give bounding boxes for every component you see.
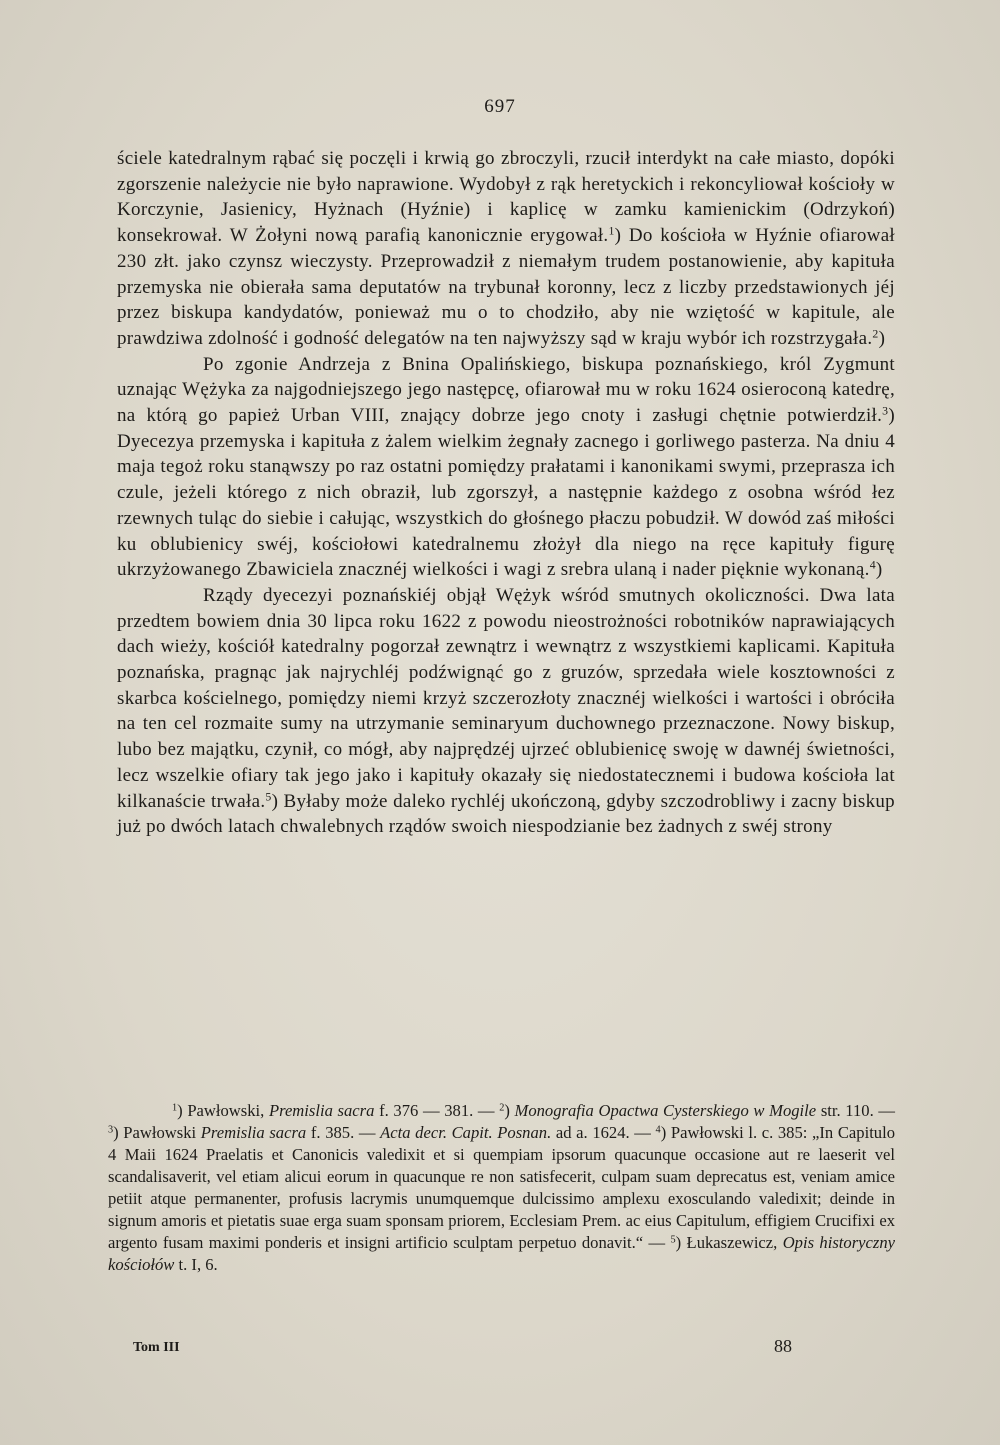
paragraph-1-text-c: ) (878, 327, 886, 349)
body-text (117, 146, 895, 840)
sheet-number: 88 (774, 1336, 792, 1356)
footnote-text: t. I, 6. (174, 1255, 218, 1274)
footnote-ref-3: 3 (882, 404, 889, 418)
footnote-marker-1: 1 (172, 1102, 178, 1114)
footnote-text: ) Pawłowski l. c. 385: „In Capitulo 4 Maii 1624 Praelatis et Canonicis valedixit et si quempiam ipsorum quacunque occasione aut re laeserit vel scandalisaverit, vel etiam alicui eorum in quacunque re non satisfecerit, culpam suam deprecatus est, veniam amice petiit atque permanenter, profusis lacrymis unumquemque dulcissimo amplexu exosculando valedixit; deinde in signum amoris et pietatis suae erga suam sponsam priorem, Ecclesiam Prem. ac eius Capitulum, effigiem Crucifixi ex argento fusam maximi ponderis et insigni artificio sculptam perpetuo donavit.“ — (108, 1123, 896, 1252)
paragraph-1 (117, 146, 895, 352)
footnote-text: ad a. 1624. — (551, 1123, 656, 1142)
footnote-block (108, 1100, 895, 1276)
footnote-title: Premislia sacra (268, 1101, 375, 1120)
paragraph-1-text-a: ściele katedralnym rąbać się poczęli i krwią go zbroczyli, rzucił interdykt na całe miasto, dopóki zgorszenie należycie nie było naprawione. Wydobył z rąk heretyckich i rekoncyliował kościoły w Korczynie, Jasienicy, Hyżnach (Hyźnie) i kaplicę w zamku kamienickim (Odrzykoń) konsekrował. W Żołyni nową parafią kanonicznie erygował. (117, 148, 895, 247)
footnote-ref-2: 2 (872, 327, 879, 341)
paragraph-1-text-b: ) Do kościoła w Hyźnie ofiarował 230 złt. jako czynsz wieczysty. Przeprowadził z niemałym trudem postanowienie, aby kapituła przemyska nie obierała sama deputatów na trybunał koronny, lecz z liczby przedstawionych jéj przez biskupa kandydatów, ponieważ mu o to chodziło, aby nie wziętość w kapitule, ale prawdziwa zdolność i godność delegatów na ten najwyższy sąd w kraju wybór ich rozstrzygała. (117, 225, 896, 349)
footnote-text: ) Pawłowski (113, 1123, 201, 1142)
footnotes (108, 1100, 895, 1276)
footnote-ref-5: 5 (265, 790, 272, 804)
footnote-marker-5: 5 (670, 1234, 676, 1246)
footnote-text: str. 110. — (816, 1101, 895, 1120)
footnote-text: ) Łukaszewicz, (675, 1233, 783, 1252)
footnote-text: f. 376 — 381. — (374, 1101, 500, 1120)
footnote-text: f. 385. — (306, 1123, 381, 1142)
footnote-marker-4: 4 (655, 1124, 661, 1136)
paragraph-2-text-a: Po zgonie Andrzeja z Bnina Opalińskiego, biskupa poznańskiego, król Zygmunt uznając Wężyka za najgodniejszego jego następcę, ofiarował mu w roku 1624 osieroconą katedrę, na którą go papież Urban VIII, znający dobrze jego cnoty i zasługi chętnie potwierdził. (117, 353, 895, 427)
paragraph-3 (117, 583, 895, 840)
paragraph-3-text-b: ) Byłaby może daleko rychléj ukończoną, gdyby szczodrobliwy i zacny biskup już po dwóch latach chwalebnych rządów swoich niespodzianie bez żadnych z swéj strony (117, 790, 895, 838)
footnote-ref-1: 1 (608, 224, 615, 238)
footnote-marker-2: 2 (499, 1102, 505, 1114)
page-number: 697 (484, 96, 516, 117)
footnote-text: ) (504, 1101, 515, 1120)
paragraph-2-text-b: ) Dyecezya przemyska i kapituła z żalem wielkim żegnały zacnego i gorliwego pasterza. Na dniu 4 maja tegoż roku stanąwszy po raz ostatni pomiędzy prałatami i kanonikami swymi, przeprasza ich czule, jeżeli którego z nich obraził, lub zgorszył, a następnie każdego z osobna wśród łez rzewnych tuląc do siebie i całując, wszystkich do głośnego płaczu pobudził. W dowód zaś miłości ku oblubienicy swéj, kościołowi katedralnemu złożył dla niego na ręce kapituły figurę ukrzyżowanego Zbawiciela znacznéj wielkości i wagi z srebra ulaną i nader pięknie wykonaną. (117, 405, 895, 581)
footnote-title: Premislia sacra (200, 1123, 307, 1142)
paragraph-2 (117, 352, 895, 583)
footnote-title: Monografia Opactwa Cysterskiego w Mogile (514, 1101, 817, 1120)
footnote-text: ) Pawłowski, (177, 1101, 269, 1120)
footnote-ref-4: 4 (869, 558, 876, 572)
paragraph-3-text-a: Rządy dyecezyi poznańskiéj objął Wężyk wśród smutnych okoliczności. Dwa lata przedtem bowiem dnia 30 lipca roku 1622 z powodu nieostrożności robotników naprawiających dach wieży, kościół katedralny pogorzał zewnątrz i wewnątrz z wszystkiemi kaplicami. Kapituła poznańska, pragnąc jak najrychléj podźwignąć go z gruzów, sprzedała wiele kosztowności z skarbca kościelnego, pomiędzy niemi krzyż szczerozłoty znacznéj wielkości i wartości i obróciła na ten cel rozmaite sumy na utrzymanie seminaryum duchownego przeznaczone. Nowy biskup, lubo bez majątku, czynił, co mógł, aby najprędzéj ujrzeć oblubienicę swoję w dawnéj świetności, lecz wszelkie ofiary tak jego jako i kapituły okazały się niedostatecznemi i budowa kościoła lat kilkanaście trwała. (117, 584, 895, 812)
footnote-marker-3: 3 (108, 1124, 114, 1136)
footnote-title: Opis historyczny kościołów (108, 1233, 896, 1274)
printer-signature: Tom III (133, 1340, 180, 1355)
paragraph-2-text-c: ) (875, 559, 883, 581)
footnote-title: Acta decr. Capit. Posnan. (380, 1123, 552, 1142)
